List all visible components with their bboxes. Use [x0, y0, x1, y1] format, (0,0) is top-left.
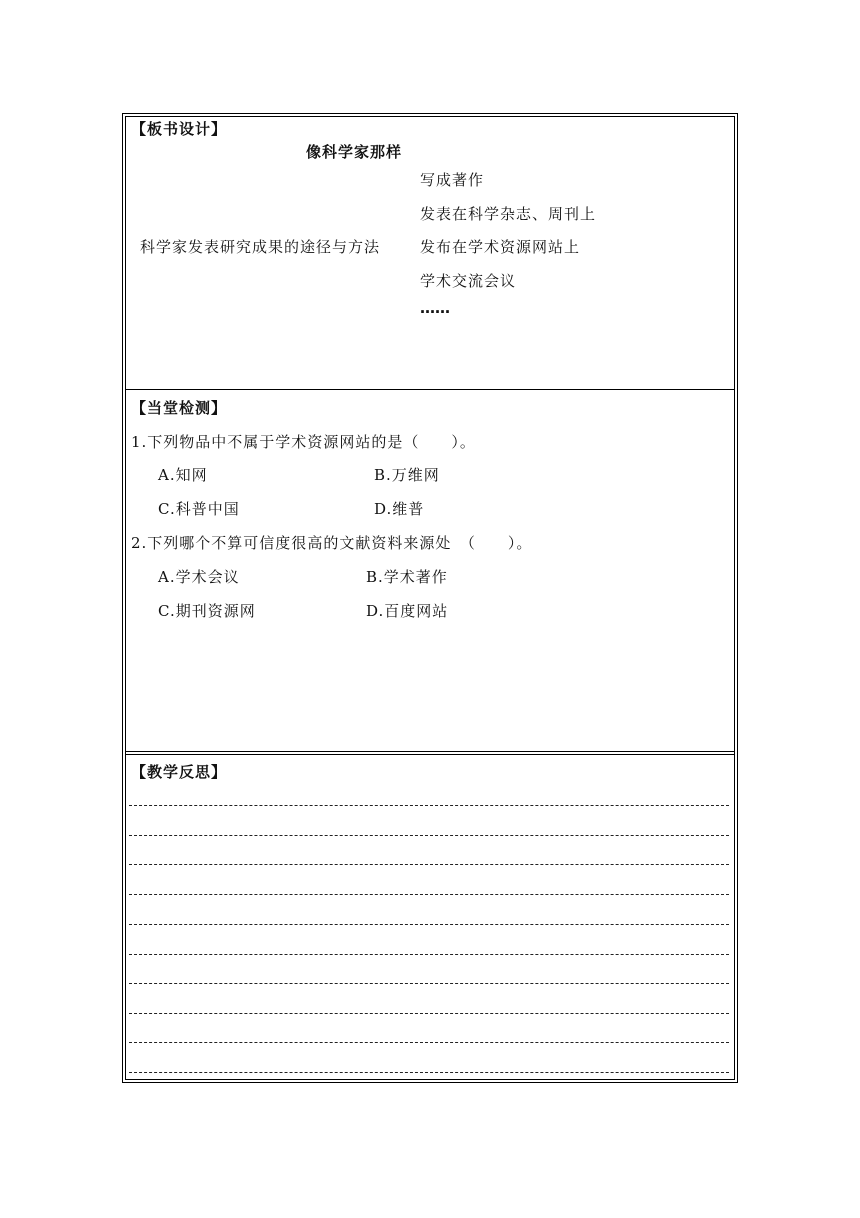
section-divider [125, 754, 735, 755]
reflection-writing-line [129, 835, 729, 836]
reflection-writing-line [129, 1013, 729, 1014]
lesson-title: 像科学家那样 [306, 143, 403, 161]
question-2-option-d: D.百度网站 [366, 602, 449, 620]
way-ellipsis: …… [420, 299, 450, 317]
reflection-writing-line [129, 864, 729, 865]
check-section-title: 【当堂检测】 [131, 399, 228, 417]
way-item: 发布在学术资源网站上 [420, 238, 581, 256]
question-2-option-b: B.学术著作 [366, 568, 448, 586]
section-divider [125, 751, 735, 752]
question-2-option-c: C.期刊资源网 [158, 602, 256, 620]
board-left-text: 科学家发表研究成果的途径与方法 [140, 238, 381, 256]
way-item: 写成著作 [420, 171, 485, 189]
section-divider [125, 389, 735, 390]
question-1-option-a: A.知网 [158, 466, 208, 484]
reflection-section-title: 【教学反思】 [131, 763, 228, 781]
question-1-option-c: C.科普中国 [158, 500, 240, 518]
reflection-writing-line [129, 954, 729, 955]
reflection-writing-line [129, 1072, 729, 1073]
reflection-writing-line [129, 1042, 729, 1043]
question-1-stem: 1.下列物品中不属于学术资源网站的是（ ）。 [131, 433, 476, 451]
reflection-writing-line [129, 805, 729, 806]
reflection-writing-line [129, 894, 729, 895]
way-item: 学术交流会议 [420, 272, 517, 290]
question-2-option-a: A.学术会议 [158, 568, 240, 586]
question-1-option-b: B.万维网 [374, 466, 440, 484]
question-1-option-d: D.维普 [374, 500, 425, 518]
question-2-stem: 2.下列哪个不算可信度很高的文献资料来源处 （ ）。 [131, 534, 533, 552]
way-item: 发表在科学杂志、周刊上 [420, 205, 597, 223]
board-section-title: 【板书设计】 [131, 120, 228, 138]
reflection-writing-line [129, 983, 729, 984]
inner-frame [125, 116, 735, 1080]
reflection-writing-line [129, 924, 729, 925]
